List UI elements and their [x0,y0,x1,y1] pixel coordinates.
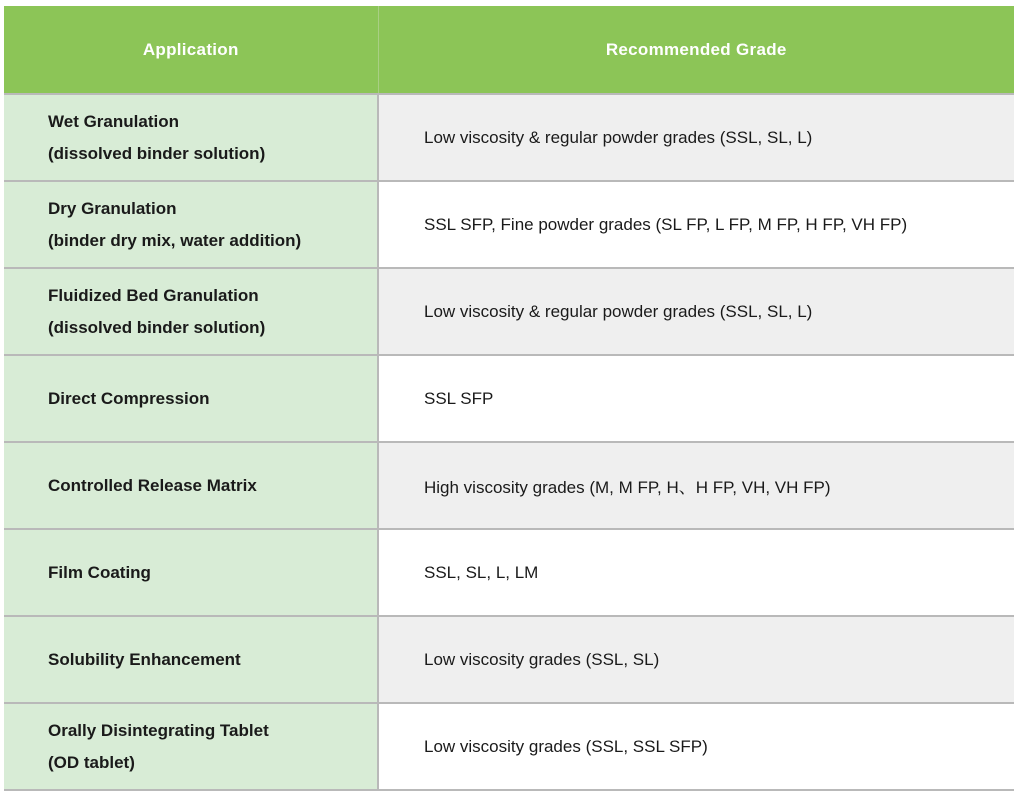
application-note: (dissolved binder solution) [48,317,266,337]
table-row [4,355,1014,442]
application-note: (dissolved binder solution) [48,143,266,163]
table-row [4,703,1014,790]
grade-cell: High viscosity grades (M, M FP, H、H FP, VH, VH FP) [378,442,1014,529]
table-row [4,529,1014,616]
grade-cell: SSL SFP [378,355,1014,442]
application-name: Orally Disintegrating Tablet [48,720,269,740]
application-cell [4,703,378,790]
application-name: Film Coating [48,562,151,582]
application-name: Direct Compression [48,388,210,408]
application-name: Wet Granulation [48,111,179,131]
table-row [4,181,1014,268]
grade-cell: Low viscosity & regular powder grades (SSL, SL, L) [378,94,1014,181]
application-name: Dry Granulation [48,198,177,218]
grade-cell: SSL SFP, Fine powder grades (SL FP, L FP, M FP, H FP, VH FP) [378,181,1014,268]
header-recommended-grade: Recommended Grade [378,6,1014,94]
application-cell [4,94,378,181]
application-name: Fluidized Bed Granulation [48,285,259,305]
grade-cell: Low viscosity grades (SSL, SL) [378,616,1014,703]
table-row [4,268,1014,355]
application-note: (OD tablet) [48,752,135,772]
application-cell [4,442,378,529]
application-grade-table [4,6,1014,791]
application-note: (binder dry mix, water addition) [48,230,302,250]
grade-cell: Low viscosity & regular powder grades (SSL, SL, L) [378,268,1014,355]
table-row [4,616,1014,703]
table-row [4,94,1014,181]
header-application: Application [4,6,378,94]
application-cell [4,268,378,355]
grade-cell: Low viscosity grades (SSL, SSL SFP) [378,703,1014,790]
application-name: Solubility Enhancement [48,649,241,669]
grade-cell: SSL, SL, L, LM [378,529,1014,616]
application-cell [4,355,378,442]
application-cell [4,529,378,616]
table-row [4,442,1014,529]
application-cell [4,616,378,703]
application-name: Controlled Release Matrix [48,475,257,495]
application-cell [4,181,378,268]
header-row [4,6,1014,94]
